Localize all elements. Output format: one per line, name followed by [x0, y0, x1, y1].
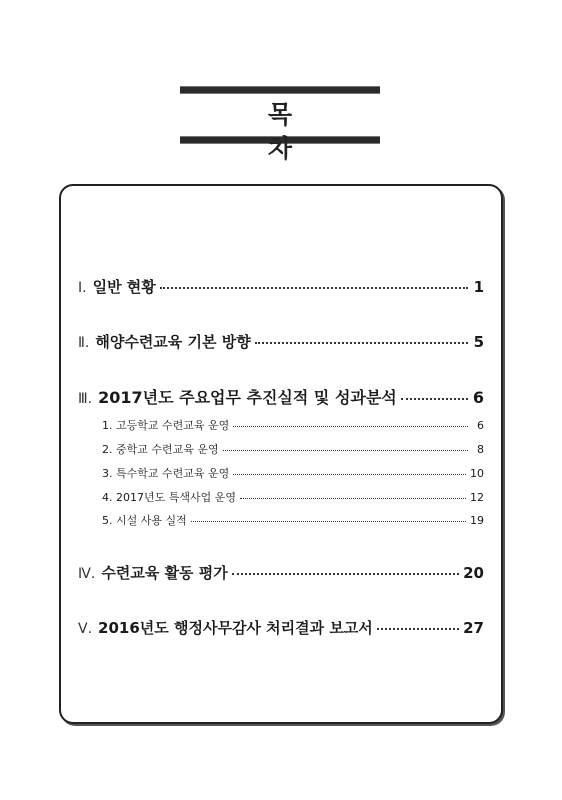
dot-leader — [233, 474, 466, 475]
section-label: 2017년도 주요업무 추진실적 및 성과분석 — [98, 388, 397, 407]
subentry-label: 1. 고등학교 수련교육 운영 — [102, 419, 230, 432]
toc-entry-section3[interactable] — [78, 385, 484, 408]
toc-entry-section4[interactable] — [78, 562, 484, 583]
section-label: 해양수련교육 기본 방향 — [95, 333, 251, 351]
dot-leader — [223, 450, 468, 451]
section-numeral: Ⅴ. — [78, 621, 93, 637]
dot-leader — [255, 342, 468, 344]
page-number: 12 — [470, 491, 484, 504]
toc-subentry[interactable] — [102, 441, 484, 457]
page-number: 6 — [477, 419, 484, 432]
dot-leader — [160, 287, 468, 289]
page-number: 20 — [463, 564, 484, 582]
subentry-label: 5. 시설 사용 실적 — [102, 514, 187, 527]
title-rule-top — [180, 86, 380, 94]
section-numeral: Ⅰ. — [78, 280, 87, 296]
page-number: 5 — [473, 333, 484, 351]
section-numeral: Ⅱ. — [78, 335, 90, 351]
toc-subentry[interactable] — [102, 512, 484, 528]
subentry-label: 2. 중학교 수련교육 운영 — [102, 443, 219, 456]
page-title: 목 차 — [267, 100, 343, 163]
page-number: 10 — [470, 467, 484, 480]
dot-leader — [401, 398, 468, 400]
section-label: 일반 현황 — [92, 278, 156, 296]
toc-entry-section5[interactable] — [78, 617, 484, 638]
section-label: 수련교육 활동 평가 — [101, 564, 228, 582]
page-number: 27 — [463, 619, 484, 637]
page-number: 19 — [470, 514, 484, 527]
title-block — [180, 86, 380, 163]
toc-subentry[interactable] — [102, 489, 484, 505]
page-number: 1 — [473, 278, 484, 296]
toc-entry-section1[interactable] — [78, 276, 484, 297]
subentry-label: 4. 2017년도 특색사업 운영 — [102, 491, 236, 504]
page-number: 6 — [472, 388, 484, 407]
section-label: 2016년도 행정사무감사 처리결과 보고서 — [98, 619, 373, 637]
page-number: 8 — [477, 443, 484, 456]
dot-leader — [232, 573, 459, 575]
section-numeral: Ⅲ. — [78, 391, 93, 407]
dot-leader — [233, 426, 468, 427]
toc-entry-section2[interactable] — [78, 331, 484, 352]
dot-leader — [377, 628, 459, 630]
toc-subentry[interactable] — [102, 417, 484, 433]
dot-leader — [191, 521, 466, 522]
dot-leader — [240, 498, 466, 499]
subentry-label: 3. 특수학교 수련교육 운영 — [102, 467, 230, 480]
toc-subentry[interactable] — [102, 465, 484, 481]
section-numeral: Ⅳ. — [78, 566, 96, 582]
